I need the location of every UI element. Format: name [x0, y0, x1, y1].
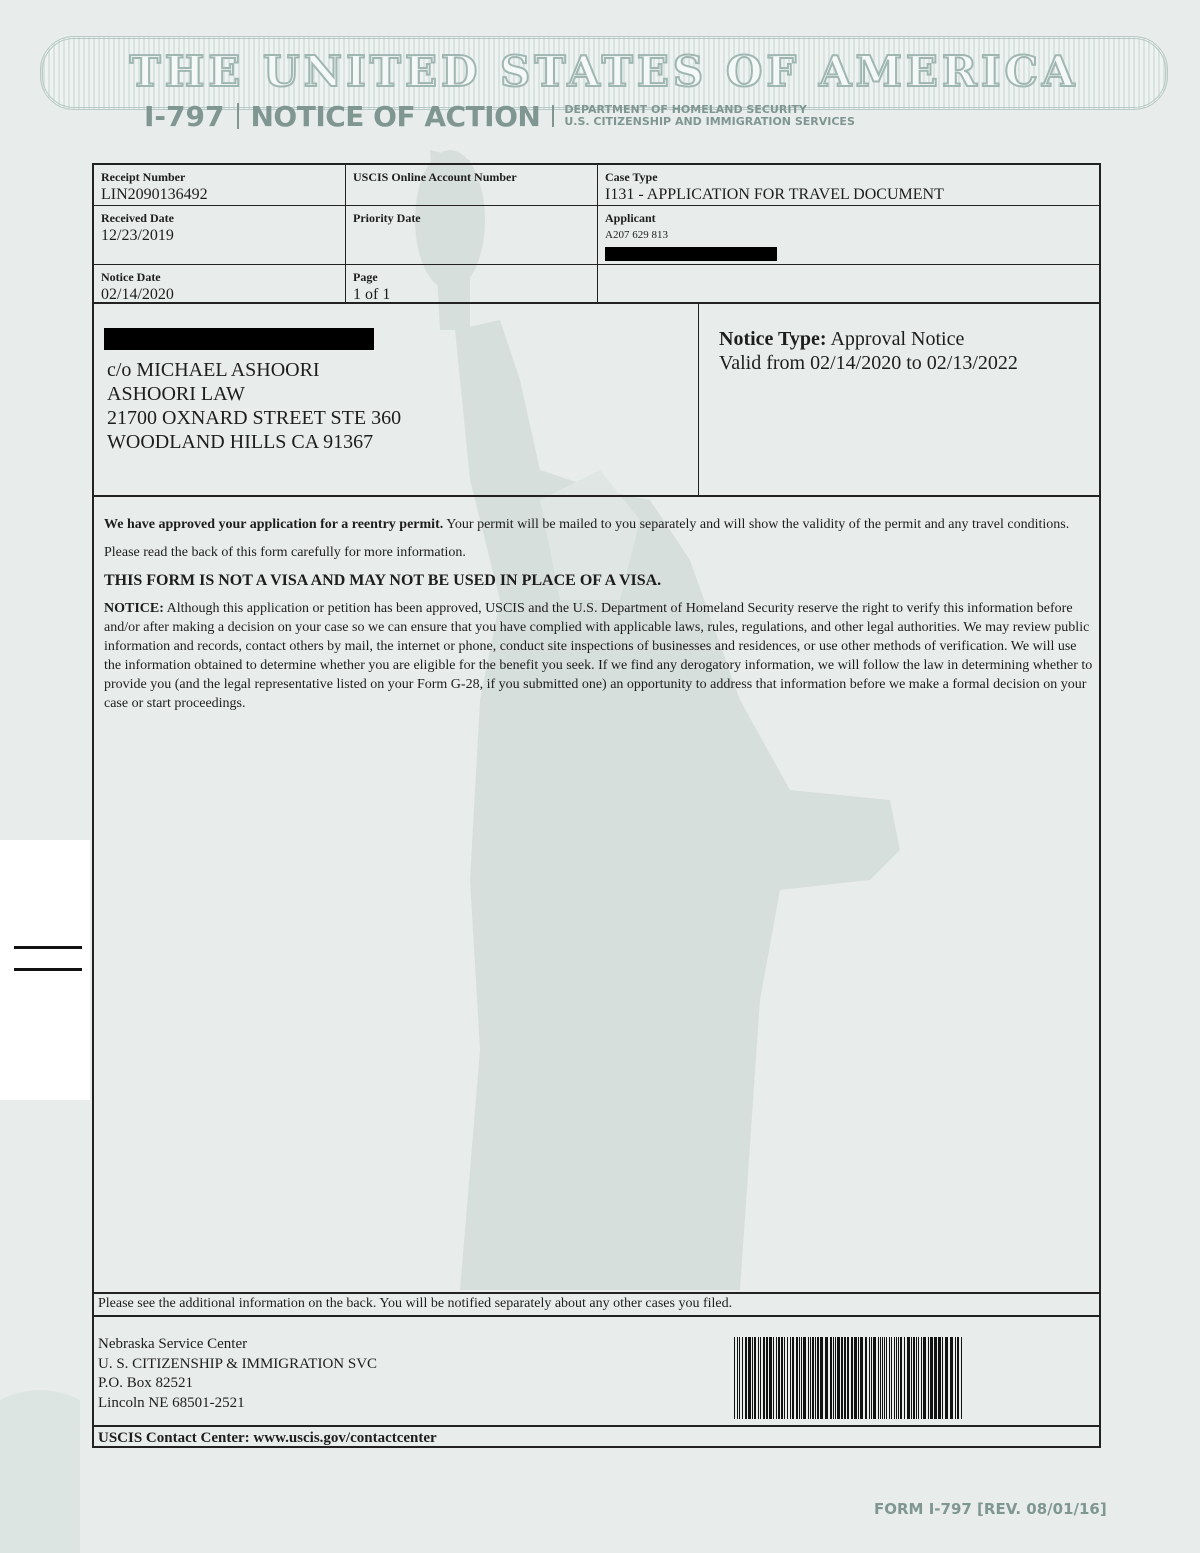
receipt-number-value: LIN2090136492: [101, 186, 208, 203]
approval-details: Your permit will be mailed to you separately and will show the validity of the permit and any travel conditions.: [443, 517, 1070, 532]
form-number: I-797: [144, 99, 225, 133]
read-back-paragraph: Please read the back of this form carefully for more information.: [104, 545, 466, 560]
notice-heading: NOTICE:: [104, 601, 164, 616]
notice-type: [719, 327, 1018, 375]
form-title: NOTICE OF ACTION: [250, 99, 541, 133]
form-revision: FORM I-797 [REV. 08/01/16]: [874, 1500, 1107, 1518]
form-header: [144, 96, 855, 136]
not-a-visa-warning: THIS FORM IS NOT A VISA AND MAY NOT BE USED IN PLACE OF A VISA.: [104, 572, 662, 589]
redaction-bar: [104, 328, 374, 350]
online-account-label: USCIS Online Account Number: [353, 170, 517, 184]
barcode: [734, 1337, 962, 1419]
margin-mark: [14, 968, 82, 971]
applicant-cell: [598, 206, 1099, 265]
received-date-label: Received Date: [101, 211, 174, 225]
banner-title: THE UNITED STATES OF AMERICA: [129, 47, 1079, 96]
case-type-label: Case Type: [605, 170, 658, 184]
contact-center-text: USCIS Contact Center: www.uscis.gov/contactcenter: [98, 1430, 437, 1446]
contact-center: [94, 1425, 1099, 1449]
empty-cell: [598, 265, 1099, 304]
department-name: [564, 104, 855, 128]
header-divider: [237, 103, 239, 129]
applicant-number: A207 629 813: [605, 229, 668, 241]
priority-date-cell: [346, 206, 598, 265]
received-date-cell: [94, 206, 346, 265]
service-center-address: [98, 1335, 377, 1413]
notice-type-label: Notice Type:: [719, 328, 827, 350]
notice-paragraph: [104, 599, 1094, 713]
dept-line: U.S. CITIZENSHIP AND IMMIGRATION SERVICES: [564, 115, 855, 128]
office-line: Lincoln NE 68501-2521: [98, 1394, 245, 1411]
mailing-address: [107, 358, 401, 454]
case-type-value: I131 - APPLICATION FOR TRAVEL DOCUMENT: [605, 186, 944, 203]
dept-line: DEPARTMENT OF HOMELAND SECURITY: [564, 103, 807, 116]
additional-info-note: [94, 1292, 1099, 1317]
notice-text: Although this application or petition has been approved, USCIS and the U.S. Department of Homeland Security reserve the right to verify this information before and/or after making a decision on your case so we can ensure that you have complied with applicable laws, rules, regulations, and other legal authorities. We may review public information and records, contact others by mail, the internet or phone, conduct site inspections of businesses and residences, or use other methods of verification. We will use the information obtained to determine whether you are eligible for the benefit you seek. If we find any derogatory information, we will follow the law in determining whether to provide you (and the legal representative listed on your Form G-28, if you submitted one) an opportunity to address that information before we make a formal decision on your case or start proceedings.: [104, 601, 1093, 711]
additional-info-text: Please see the additional information on the back. You will be notified separately about any other cases you filed.: [98, 1296, 733, 1311]
office-line: P.O. Box 82521: [98, 1375, 194, 1391]
address-line: ASHOORI LAW: [107, 383, 245, 405]
office-line: Nebraska Service Center: [98, 1336, 248, 1352]
notice-type-block: [699, 304, 1099, 497]
priority-date-label: Priority Date: [353, 211, 421, 225]
page-label: Page: [353, 270, 378, 284]
address-line: c/o MICHAEL ASHOORI: [107, 359, 320, 381]
margin-mark: [14, 946, 82, 949]
redaction-bar: [605, 247, 777, 261]
office-line: U. S. CITIZENSHIP & IMMIGRATION SVC: [98, 1355, 378, 1372]
address-line: 21700 OXNARD STREET STE 360: [107, 407, 402, 429]
notice-date-cell: [94, 265, 346, 304]
receipt-number-label: Receipt Number: [101, 170, 186, 184]
approval-paragraph: [104, 515, 1094, 534]
address-block: [94, 304, 699, 497]
page-cell: [346, 265, 598, 304]
address-line: WOODLAND HILLS CA 91367: [107, 431, 374, 453]
case-type-cell: [598, 165, 1099, 206]
approval-statement: We have approved your application for a reentry permit.: [104, 517, 444, 532]
notice-date-label: Notice Date: [101, 270, 161, 284]
notice-date-value: 02/14/2020: [101, 286, 174, 303]
validity-period: Valid from 02/14/2020 to 02/13/2022: [719, 352, 1018, 374]
notice-body: [104, 515, 1094, 722]
header-divider: [552, 105, 554, 127]
page-value: 1 of 1: [353, 286, 391, 303]
receipt-number-cell: [94, 165, 346, 206]
notice-form: [92, 163, 1101, 1448]
applicant-label: Applicant: [605, 211, 656, 225]
online-account-cell: [346, 165, 598, 206]
received-date-value: 12/23/2019: [101, 227, 174, 244]
notice-type-value: Approval Notice: [830, 328, 965, 350]
